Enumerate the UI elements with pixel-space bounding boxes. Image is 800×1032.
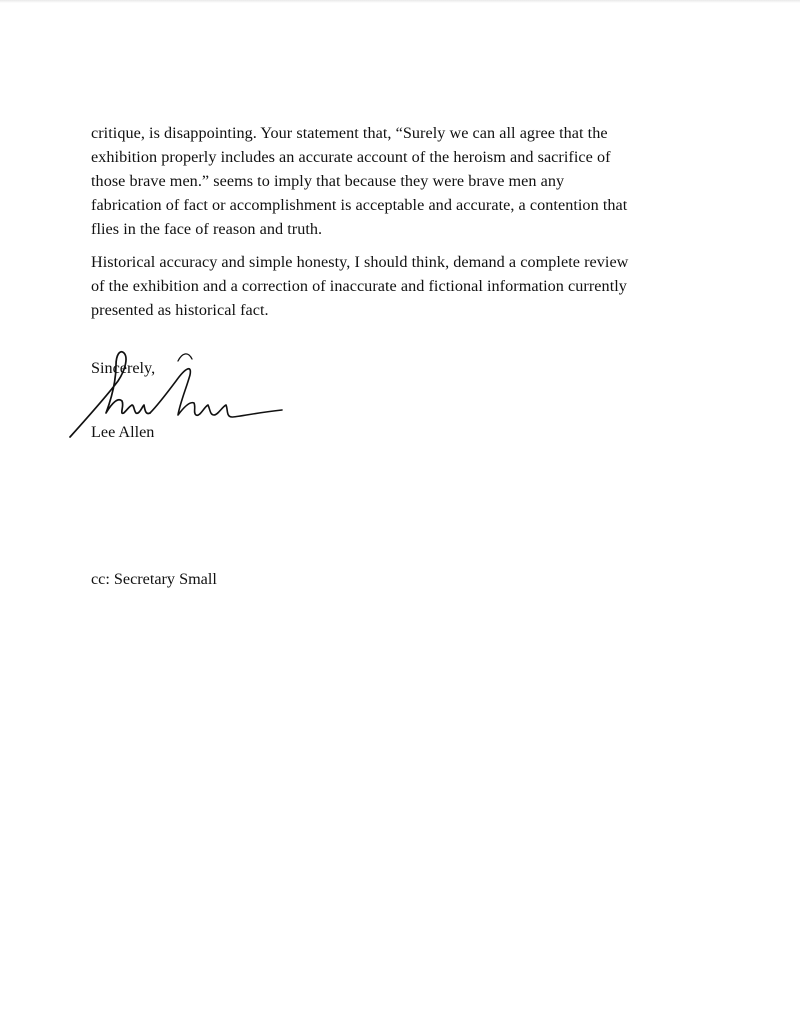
- closing-salutation: Sincerely,: [91, 359, 156, 377]
- signer-name: Lee Allen: [91, 423, 155, 441]
- paragraph-2-line: Historical accuracy and simple honesty, I should think, demand a complete review: [91, 253, 629, 271]
- cc-line: cc: Secretary Small: [91, 570, 217, 588]
- handwritten-signature: [66, 345, 291, 440]
- paragraph-1-line: critique, is disappointing. Your statement that, “Surely we can all agree that the: [91, 124, 608, 142]
- paragraph-2-line: of the exhibition and a correction of inaccurate and fictional information currently: [91, 277, 627, 295]
- paragraph-1-line: flies in the face of reason and truth.: [91, 220, 323, 238]
- paragraph-1-line: those brave men.” seems to imply that because they were brave men any: [91, 172, 565, 190]
- body-paragraph-1: [91, 121, 711, 241]
- paragraph-1-line: fabrication of fact or accomplishment is acceptable and accurate, a contention that: [91, 196, 628, 214]
- scan-edge: [0, 0, 800, 3]
- body-paragraph-2: [91, 250, 711, 322]
- paragraph-1-line: exhibition properly includes an accurate account of the heroism and sacrifice of: [91, 148, 611, 166]
- paragraph-2-line: presented as historical fact.: [91, 301, 269, 319]
